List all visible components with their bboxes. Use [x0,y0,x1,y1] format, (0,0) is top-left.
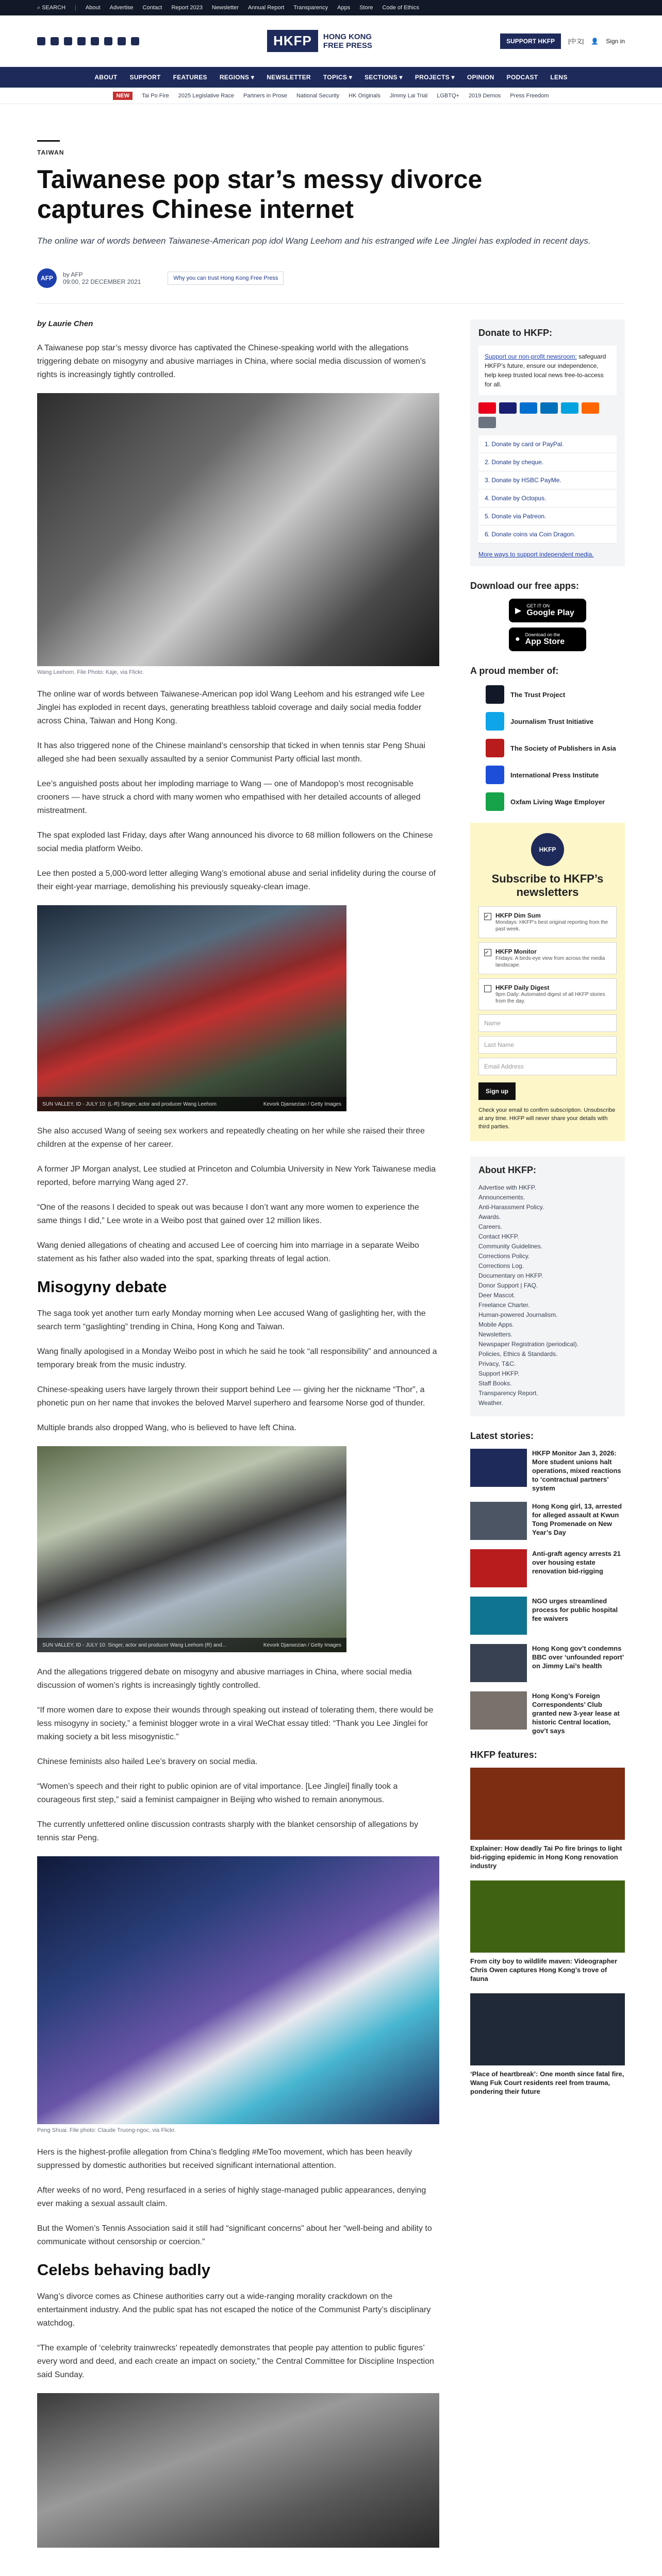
newsletter-logo-icon: HKFP [531,833,564,866]
paragraph: Lee then posted a 5,000-word letter alleging Wang’s emotional abuse and serial infidelity during the course of their eight-year marriage, demolishing his previously squeaky-clean image. [37,869,436,891]
logo-wordmark [323,32,372,50]
twitter-icon[interactable] [51,37,59,45]
topbar-link[interactable]: Report 2023 [171,5,203,11]
about-link[interactable]: Newsletters. [478,1331,513,1338]
about-link[interactable]: Human-powered Journalism. [478,1311,558,1318]
about-link[interactable]: Community Guidelines. [478,1243,543,1250]
trending-link[interactable]: Jimmy Lai Trial [389,92,428,99]
google-play-small: GET IT ON [526,603,550,608]
latest-story[interactable] [470,1691,625,1735]
payment-methods [478,402,617,428]
about-links [478,1183,617,1408]
trust-project-icon [486,685,504,704]
story-title: Hong Kong gov’t condemns BBC over ‘unfounded report’ on Jimmy Lai’s health [532,1645,624,1670]
option-text [495,912,611,933]
header-actions [500,33,625,49]
photo-caption: Wang Leehom. File Photo: Kaje, via Flickr. [37,669,144,675]
nav-item[interactable]: FEATURES [173,74,207,81]
topbar-link[interactable]: Transparency [293,5,328,11]
last-name-field[interactable]: Last Name [478,1036,617,1054]
paragraph: A former JP Morgan analyst, Lee studied at Princeton and Columbia University in New York Taiwanese media reported, before marrying Wang aged 27. [37,1165,436,1187]
feature-title: ‘Place of heartbreak’: One month since fatal fire, Wang Fuk Court residents reel from trauma, pondering their future [470,2070,624,2095]
latest-story[interactable] [470,1549,625,1587]
article-photo [37,2393,439,2548]
about-link[interactable]: Staff Books. [478,1380,512,1387]
option-name: HKFP Dim Sum [495,912,541,919]
article-body [37,304,439,2548]
paragraph: Chinese feminists also hailed Lee’s bravery on social media. [37,1757,258,1766]
paypal-icon [540,402,558,414]
feature-image [470,1993,625,2065]
visa-icon [499,402,517,414]
paragraph: After weeks of no word, Peng resurfaced in a series of highly stage-managed public appearances, denying ever making a sexual assault claim. [37,2186,426,2208]
paragraph: Chinese-speaking users have largely thrown their support behind Lee — giving her the nickname “Thor”, a phonetic pun on her name that invokes the beloved Marvel superhero and fearsome Norse god of thunder. [37,1385,425,1408]
paragraph: The online war of words between Taiwanese-American pop idol Wang Leehom and his estranged wife Lee Jinglei has exploded in recent days, generating breathless tabloid coverage and daily social media fodder across China, Taiwan and Hong Kong. [37,690,425,725]
about-link[interactable]: Anti-Harassment Policy. [478,1204,544,1211]
about-link[interactable]: Announcements. [478,1194,525,1201]
ipi-icon [486,766,504,784]
trending-link[interactable]: HK Originals [349,92,380,99]
donate-text: safeguard HKFP’s future, ensure our independence, help keep trusted local news free-to-access for all. [485,353,606,388]
feature-image [470,1880,625,1953]
logo-line-2: FREE PRESS [323,41,372,50]
option-name: HKFP Monitor [495,948,537,955]
support-button[interactable]: SUPPORT HKFP [500,33,561,49]
about-title: About HKFP: [478,1165,536,1175]
topbar-link[interactable]: Code of Ethics [382,5,420,11]
paragraph: Lee’s anguished posts about her imploding marriage to Wang — one of Mandopop’s most recognisable crooners — have struck a chord with many women who empathised with her detailed accounts of alleged mistreatment. [37,779,421,815]
linkedin-icon[interactable] [77,37,86,45]
story-thumbnail [470,1502,527,1540]
member-name: Journalism Trust Initiative [510,717,594,725]
instagram-icon[interactable] [64,37,72,45]
google-play-big: Google Play [526,608,574,617]
member-item[interactable] [486,764,625,786]
wang-leehom-photo [37,393,439,666]
story-thumbnail [470,1549,527,1587]
feature-story[interactable] [470,1768,625,1870]
latest-story[interactable] [470,1502,625,1540]
main-nav [0,67,662,88]
user-icon[interactable]: 👤 [591,37,599,45]
topbar-link[interactable]: Apps [337,5,351,11]
option-name: HKFP Daily Digest [495,984,550,991]
member-item[interactable] [486,684,625,705]
paragraph: “One of the reasons I decided to speak out was because I don’t want any more women to experience the same things I did,” Lee wrote in a Weibo post that gained over 12 million likes. [37,1203,419,1225]
paragraph: And the allegations triggered debate on misogyny and abusive marriages in China, where social media discussion of women’s rights is increasingly tightly controlled. [37,1668,412,1690]
app-store-small: Download on the [525,632,560,637]
cheque-icon [478,417,496,428]
member-name: The Trust Project [510,690,566,699]
member-name: Oxfam Living Wage Employer [510,798,605,806]
about-link[interactable]: Transparency Report. [478,1389,538,1397]
option-desc: Fridays: A birds-eye view from across the media landscape. [495,956,605,968]
trending-link[interactable]: 2025 Legislative Race [178,92,234,99]
language-switch[interactable]: |中文| [568,38,584,45]
topbar-link[interactable]: Newsletter [212,5,239,11]
payme-icon [561,402,578,414]
more-ways-link[interactable]: More ways to support independent media. [478,551,594,558]
apps-title: Download our free apps: [470,581,580,591]
about-link[interactable]: Weather. [478,1399,503,1406]
email-icon[interactable] [104,37,112,45]
facebook-icon[interactable] [37,37,45,45]
paragraph: “If more women dare to expose their wounds through speaking out instead of tolerating them, there would be less misogyny in society,” a feminist blogger wrote in a viral WeChat essay titled: “Thank you Lee Jinglei for making society a bit less misogynistic.” [37,1706,434,1741]
about-link[interactable]: Support HKFP. [478,1370,520,1377]
paragraph: Wang denied allegations of cheating and accused Lee of coercing him into marriage in a separate Weibo statement as his father also waded into the spat, sparking threats of legal action. [37,1241,419,1263]
app-store-button[interactable] [509,628,586,651]
getty-embed-photo[interactable] [37,905,346,1111]
feature-story[interactable] [470,1993,625,2096]
peng-shuai-photo [37,1856,439,2124]
top-utility-bar [0,0,662,15]
option-text [495,948,611,969]
trending-link[interactable]: Tai Po Fire [142,92,169,99]
author-credit: by Laurie Chen [37,319,93,328]
checkbox[interactable] [484,985,491,992]
about-link[interactable]: Deer Mascot. [478,1292,516,1299]
about-link[interactable]: Awards. [478,1213,501,1221]
youtube-icon[interactable] [91,37,99,45]
publish-date: 09:00, 22 DECEMBER 2021 [63,278,141,285]
about-link[interactable]: Corrections Log. [478,1262,524,1269]
topbar-link[interactable]: Store [359,5,373,11]
nav-item[interactable]: REGIONS ▾ [219,74,255,81]
subheading: Celebs behaving badly [37,2261,210,2279]
google-play-text [526,603,574,618]
nav-item[interactable]: PROJECTS ▾ [415,74,455,81]
paragraph: Wang’s divorce comes as Chinese authorities carry out a wide-ranging morality crackdown on the entertainment industry. And the public spat has not escaped the notice of the Communist Party’s disciplinary watchdog. [37,2292,431,2328]
about-link[interactable]: Privacy, T&C. [478,1360,516,1367]
agency-logo: AFP [37,268,57,288]
newsletter-option[interactable] [478,978,617,1010]
mastercard-icon [478,402,496,414]
telegram-icon[interactable] [118,37,126,45]
logo-line-1: HONG KONG [323,32,372,41]
app-store-text [525,632,565,647]
story-title: NGO urges streamlined process for public hospital fee waivers [532,1597,618,1622]
about-link[interactable]: Donor Support | FAQ. [478,1282,538,1289]
member-item[interactable] [486,710,625,732]
checkbox[interactable]: ✔ [484,913,491,920]
about-box [470,1157,625,1416]
about-link[interactable]: Newspaper Registration (periodical). [478,1341,579,1348]
feature-image [470,1768,625,1840]
about-link[interactable]: Policies, Ethics & Standards. [478,1350,558,1358]
sign-in-link[interactable]: Sign in [606,37,625,45]
search-link[interactable]: ⌕ SEARCH [37,4,66,11]
story-title: HKFP Monitor Jan 3, 2026: More student unions halt operations, mixed reactions to ‘contractual partners’ system [532,1449,621,1492]
divider: | [75,5,76,11]
newsletter-option[interactable] [478,906,617,938]
member-name: The Society of Publishers in Asia [510,744,616,752]
latest-story[interactable] [470,1644,625,1682]
getty-caption: SUN VALLEY, ID - JULY 10: Singer, actor and producer Wang Leehom (R) and... [42,1642,226,1648]
paragraph: The saga took yet another turn early Monday morning when Lee accused Wang of gaslighting her, with the search term “gaslighting” trending in China, Hong Kong and Taiwan. [37,1309,426,1331]
feature-title: Explainer: How deadly Tai Po fire brings to light bid-rigging epidemic in Hong Kong renovation industry [470,1844,622,1870]
about-link[interactable]: Corrections Policy. [478,1252,530,1260]
story-thumbnail [470,1597,527,1635]
section-tag[interactable]: TAIWAN [37,149,64,156]
article-standfirst: The online war of words between Taiwanese-American pop idol Wang Leehom and his estranged wife Lee Jinglei has exploded in recent days. [37,236,591,246]
octopus-icon [582,402,599,414]
about-link[interactable]: Advertise with HKFP. [478,1184,536,1191]
latest-story[interactable] [470,1449,625,1493]
site-header [0,15,662,67]
section-rule [37,140,60,142]
story-title: Hong Kong girl, 13, arrested for alleged assault at Kwun Tong Promenade on New Year’s Day [532,1502,622,1536]
nav-item[interactable]: OPINION [467,74,494,81]
option-desc: Mondays: HKFP’s best original reporting from the past week. [495,920,608,932]
getty-caption-strip [37,1638,346,1652]
first-name-field[interactable]: Name [478,1014,617,1032]
agency-name[interactable]: by AFP [63,271,83,278]
donate-option[interactable]: 3. Donate by HSBC PayMe. [478,471,617,489]
nav-item[interactable]: NEWSLETTER [267,74,311,81]
sopa-icon [486,739,504,757]
logo-mark: HKFP [267,30,318,52]
paragraph: But the Women’s Tennis Association said it still had “significant concerns” about her “well-being and ability to communicate without censorship or coercion.” [37,2224,432,2246]
google-play-button[interactable] [509,599,586,622]
amex-icon [520,402,537,414]
paragraph: Hers is the highest-profile allegation from China’s fledgling #MeToo movement, which has been heavily suppressed by domestic authorities but received significant international attention. [37,2148,412,2170]
trust-link[interactable]: Why you can trust Hong Kong Free Press [168,272,284,285]
story-thumbnail [470,1644,527,1682]
option-desc: 9pm Daily: Automated digest of all HKFP stories from the day. [495,992,605,1004]
oxfam-icon [486,792,504,811]
donate-support-link[interactable]: Support our non-profit newsroom: [485,353,577,360]
app-store-links [470,599,625,651]
member-item[interactable] [486,737,625,759]
donate-title: Donate to HKFP: [478,328,552,338]
new-badge: NEW [113,92,133,100]
sidebar [470,304,625,2548]
latest-stories [470,1449,625,1735]
social-links [37,37,139,45]
paragraph: A Taiwanese pop star’s messy divorce has captivated the Chinese-speaking world with the allegations triggering debate on misogyny and abusive marriages in China, where social media discussion of women’s rights is increasingly tightly controlled. [37,344,426,379]
play-icon: ▶ [515,606,522,615]
story-thumbnail [470,1449,527,1487]
checkbox[interactable]: ✔ [484,949,491,956]
newsletter-title: Subscribe to HKFP’s newsletters [491,872,604,899]
member-list [470,684,625,812]
about-link[interactable]: Freelance Charter. [478,1301,530,1309]
photo-caption: Peng Shuai. File photo: Claude Truong-ngoc, via Flickr. [37,2127,176,2133]
byline-text [63,271,141,285]
donate-box [470,319,625,566]
trending-link[interactable]: 2019 Demos [468,92,501,99]
app-store-big: App Store [525,637,565,646]
donate-option[interactable]: 5. Donate via Patreon. [478,507,617,526]
trending-link[interactable]: National Security [296,92,340,99]
nav-item[interactable]: TOPICS ▾ [323,74,353,81]
trending-bar [0,88,662,104]
jti-icon [486,712,504,731]
search-label: SEARCH [42,4,66,11]
topbar-link[interactable]: Contact [142,5,162,11]
signup-button[interactable]: Sign up [478,1082,516,1100]
byline [37,268,625,288]
donate-option[interactable]: 2. Donate by cheque. [478,453,617,471]
topbar-link[interactable]: Annual Report [247,5,285,11]
member-item[interactable] [486,791,625,812]
about-link[interactable]: Careers. [478,1223,503,1230]
getty-caption: SUN VALLEY, ID - JULY 10: (L-R) Singer, actor and producer Wang Leehom [42,1101,217,1107]
feature-story[interactable] [470,1880,625,1983]
subheading: Misogyny debate [37,1278,167,1296]
paragraph: “The example of ‘celebrity trainwrecks’ repeatedly demonstrates that people pay attention to public figures’ every word and deed, and each create an impact on society,” the Central Committee for Discipline Inspection said Sunday. [37,2344,434,2379]
donate-option[interactable]: 4. Donate by Octopus. [478,489,617,507]
apple-icon: ● [515,635,520,643]
latest-story[interactable] [470,1597,625,1635]
topbar-link[interactable]: About [85,5,101,11]
donate-options [478,435,617,544]
paragraph: It has also triggered none of the Chinese mainland’s censorship that ticked in when tennis star Peng Shuai alleged she had been sexually assaulted by a senior Communist Party official last month. [37,741,426,764]
topbar-link[interactable]: Advertise [109,5,134,11]
trending-link[interactable]: Press Freedom [510,92,549,99]
feature-title: From city boy to wildlife maven: Videographer Chris Owen captures Hong Kong’s trove of fauna [470,1957,618,1982]
paragraph: The currently unfettered online discussion contrasts sharply with the blanket censorship of allegations by tennis star Peng. [37,1820,419,1842]
donate-note [478,346,617,395]
story-thumbnail [470,1691,527,1730]
paragraph: She also accused Wang of seeing sex workers and repeatedly cheating on her while she raised their three children at the expense of her career. [37,1127,425,1149]
getty-credit: Kevork Djansezian / Getty Images [263,1642,341,1648]
content-wrap [0,304,662,2548]
getty-credit: Kevork Djansezian / Getty Images [263,1101,341,1107]
signup-row [478,1079,617,1106]
newsletter-note: Check your email to confirm subscription. Unsubscribe at any time. HKFP will never share your details with third parties. [478,1107,616,1130]
feature-stories [470,1768,625,2096]
about-link[interactable]: Contact HKFP. [478,1233,519,1240]
nav-item[interactable]: LENS [550,74,568,81]
trending-link[interactable]: Partners in Prose [243,92,287,99]
member-name: International Press Institute [510,771,599,779]
paragraph: The spat exploded last Friday, days after Wang announced his divorce to 68 million followers on the Chinese social media platform Weibo. [37,831,433,853]
article-title: Taiwanese pop star’s messy divorce captures Chinese internet [37,165,483,224]
about-link[interactable]: Mobile Apps. [478,1321,514,1328]
nav-item[interactable]: SUPPORT [129,74,161,81]
story-title: Anti-graft agency arrests 21 over housing estate renovation bid-rigging [532,1550,621,1575]
story-title: Hong Kong’s Foreign Correspondents’ Club granted new 3-year lease at historic Central location, gov’t says [532,1692,620,1735]
latest-title: Latest stories: [470,1431,534,1441]
features-title: HKFP features: [470,1750,537,1760]
article-header [0,104,662,288]
nav-item[interactable]: PODCAST [506,74,538,81]
getty-embed-photo[interactable] [37,1446,346,1652]
trending-link[interactable]: LGBTQ+ [437,92,459,99]
email-field[interactable]: Email Address [478,1058,617,1075]
getty-caption-strip [37,1097,346,1111]
nav-item[interactable]: SECTIONS ▾ [365,74,403,81]
option-text [495,984,611,1005]
paragraph: “Women’s speech and their right to public opinion are of vital importance. [Lee Jinglei] finally took a courageous first step,” said a feminist campaigner in Beijing who wished to remain anonymous. [37,1782,398,1804]
nav-item[interactable]: ABOUT [94,74,118,81]
rss-icon[interactable] [131,37,139,45]
member-title: A proud member of: [470,666,559,676]
paragraph: Multiple brands also dropped Wang, who is believed to have left China. [37,1423,296,1432]
donate-option[interactable]: 6. Donate coins via Coin Dragon. [478,526,617,544]
paragraph: Wang finally apologised in a Monday Weibo post in which he said he took “all responsibility” and announced a temporary break from the music industry. [37,1347,437,1369]
site-logo[interactable] [267,30,372,52]
newsletter-box [470,823,625,1141]
about-link[interactable]: Documentary on HKFP. [478,1272,543,1279]
newsletter-option[interactable] [478,942,617,974]
donate-option[interactable]: 1. Donate by card or PayPal. [478,435,617,453]
